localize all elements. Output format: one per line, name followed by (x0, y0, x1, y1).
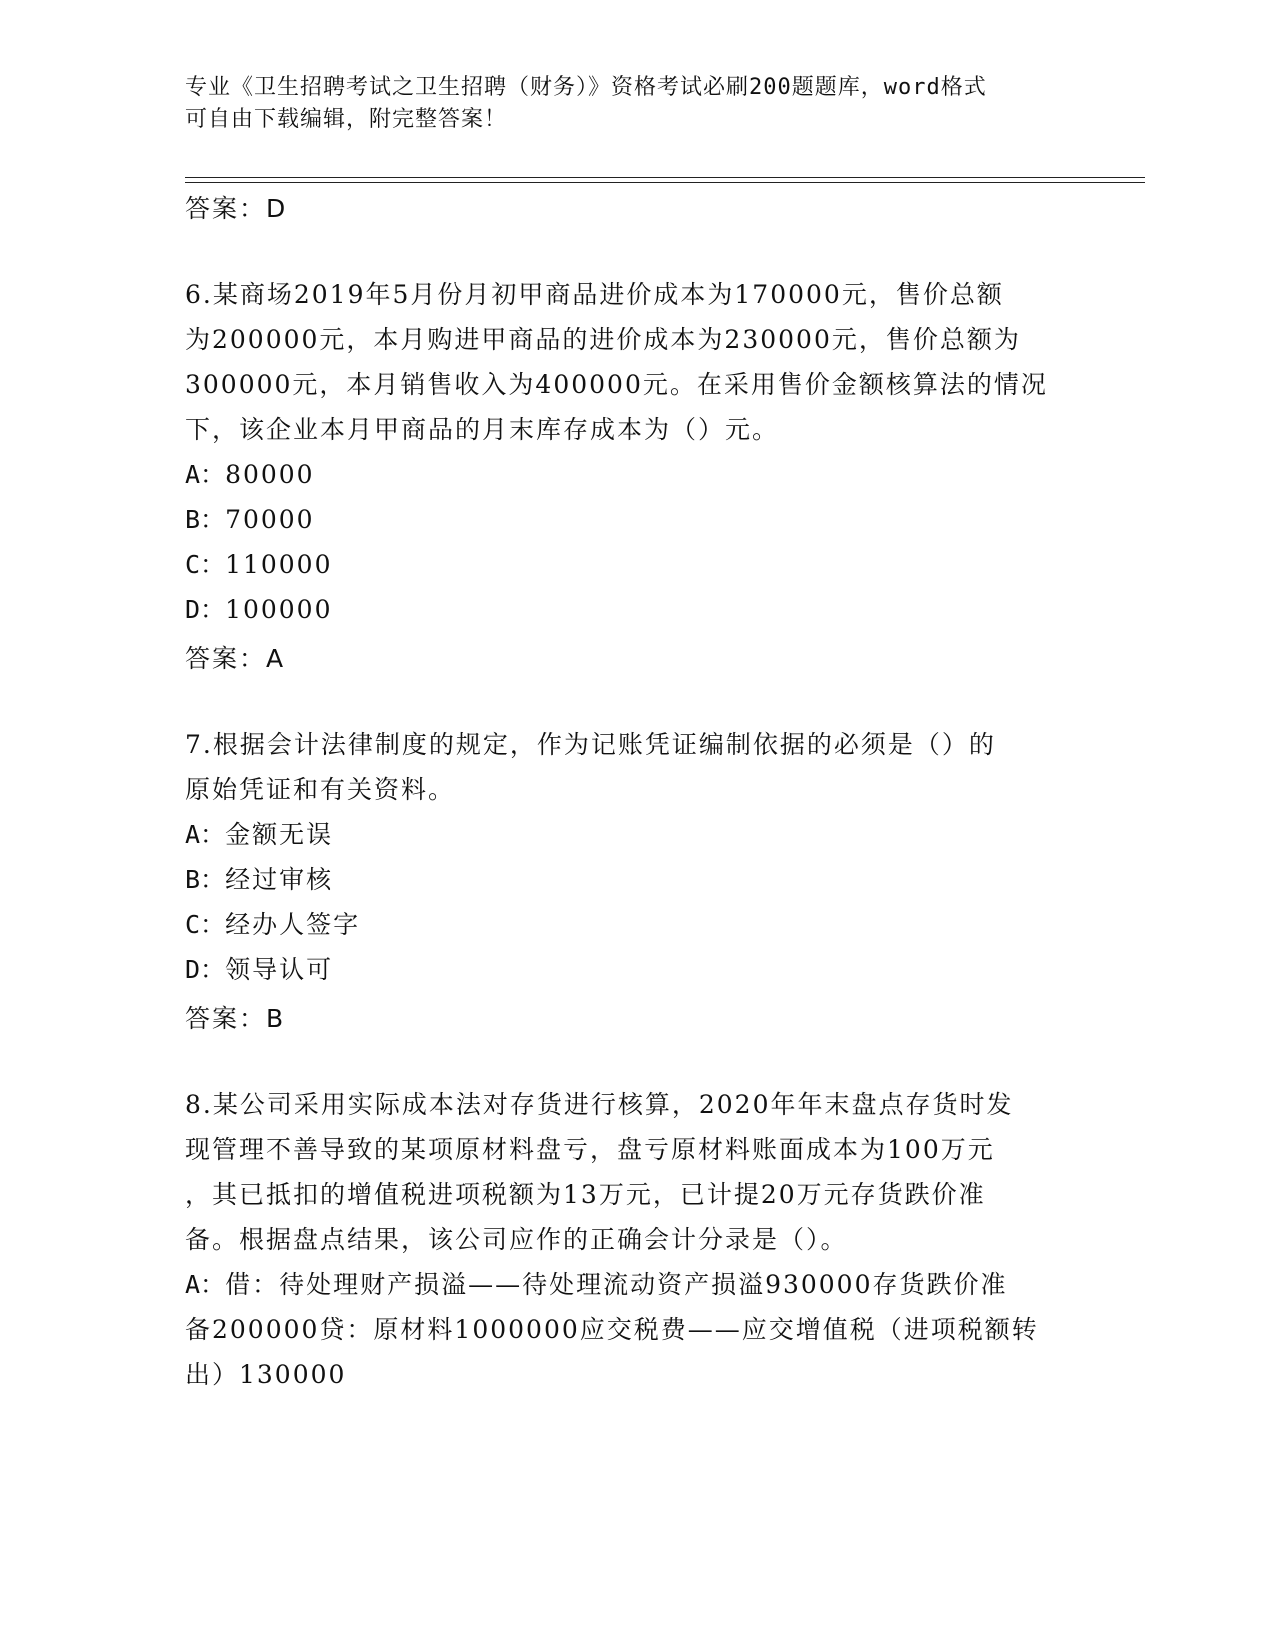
option-a: A：80000 (185, 460, 315, 489)
question-line: 备。根据盘点结果，该公司应作的正确会计分录是（）。 (185, 1225, 848, 1254)
question-text (185, 272, 1085, 452)
option-c: C：110000 (185, 550, 333, 579)
option-a: A：借：待处理财产损溢——待处理流动资产损溢930000存货跌价准 (185, 1270, 1008, 1299)
spacer (185, 682, 1085, 722)
question-line: 6.某商场2019年5月份月初甲商品进价成本为170000元，售价总额 (185, 280, 1004, 309)
page-header (185, 72, 1065, 136)
question-block (185, 272, 1085, 682)
option-a-continued: 出）130000 (185, 1360, 347, 1389)
answer-line: 答案：D (185, 194, 288, 223)
question-line: 7.根据会计法律制度的规定，作为记账凭证编制依据的必须是（）的 (185, 730, 996, 759)
answer-line: 答案：A (185, 644, 286, 673)
option-a-continued: 备200000贷：原材料1000000应交税费——应交增值税（进项税额转 (185, 1315, 1039, 1344)
header-line-1: 专业《卫生招聘考试之卫生招聘（财务）》资格考试必刷200题题库，word格式 (185, 75, 987, 100)
question-line: ，其已抵扣的增值税进项税额为13万元，已计提20万元存货跌价准 (185, 1180, 986, 1209)
option-b: B：70000 (185, 505, 315, 534)
header-rule-top (185, 177, 1145, 178)
document-body (185, 186, 1085, 1397)
spacer (185, 232, 1085, 272)
question-line: 现管理不善导致的某项原材料盘亏，盘亏原材料账面成本为100万元 (185, 1135, 995, 1164)
question-block (185, 722, 1085, 1042)
header-rule-bottom (185, 182, 1145, 183)
option-b: B：经过审核 (185, 865, 334, 894)
question-line: 下，该企业本月甲商品的月末库存成本为（）元。 (185, 415, 780, 444)
option-c: C：经办人签字 (185, 910, 361, 939)
question-line: 8.某公司采用实际成本法对存货进行核算，2020年年末盘点存货时发 (185, 1090, 1014, 1119)
option-d: D：100000 (185, 595, 333, 624)
question-line: 为200000元，本月购进甲商品的进价成本为230000元，售价总额为 (185, 325, 1021, 354)
option-d: D：领导认可 (185, 955, 334, 984)
header-line-2: 可自由下载编辑，附完整答案！ (185, 107, 508, 132)
question-text (185, 1082, 1085, 1262)
question-block (185, 1082, 1085, 1397)
question-line: 300000元，本月销售收入为400000元。在采用售价金额核算法的情况 (185, 370, 1048, 399)
option-a: A：金额无误 (185, 820, 334, 849)
answer-line: 答案：B (185, 1004, 286, 1033)
question-text (185, 722, 1085, 812)
question-line: 原始凭证和有关资料。 (185, 775, 456, 804)
spacer (185, 1042, 1085, 1082)
